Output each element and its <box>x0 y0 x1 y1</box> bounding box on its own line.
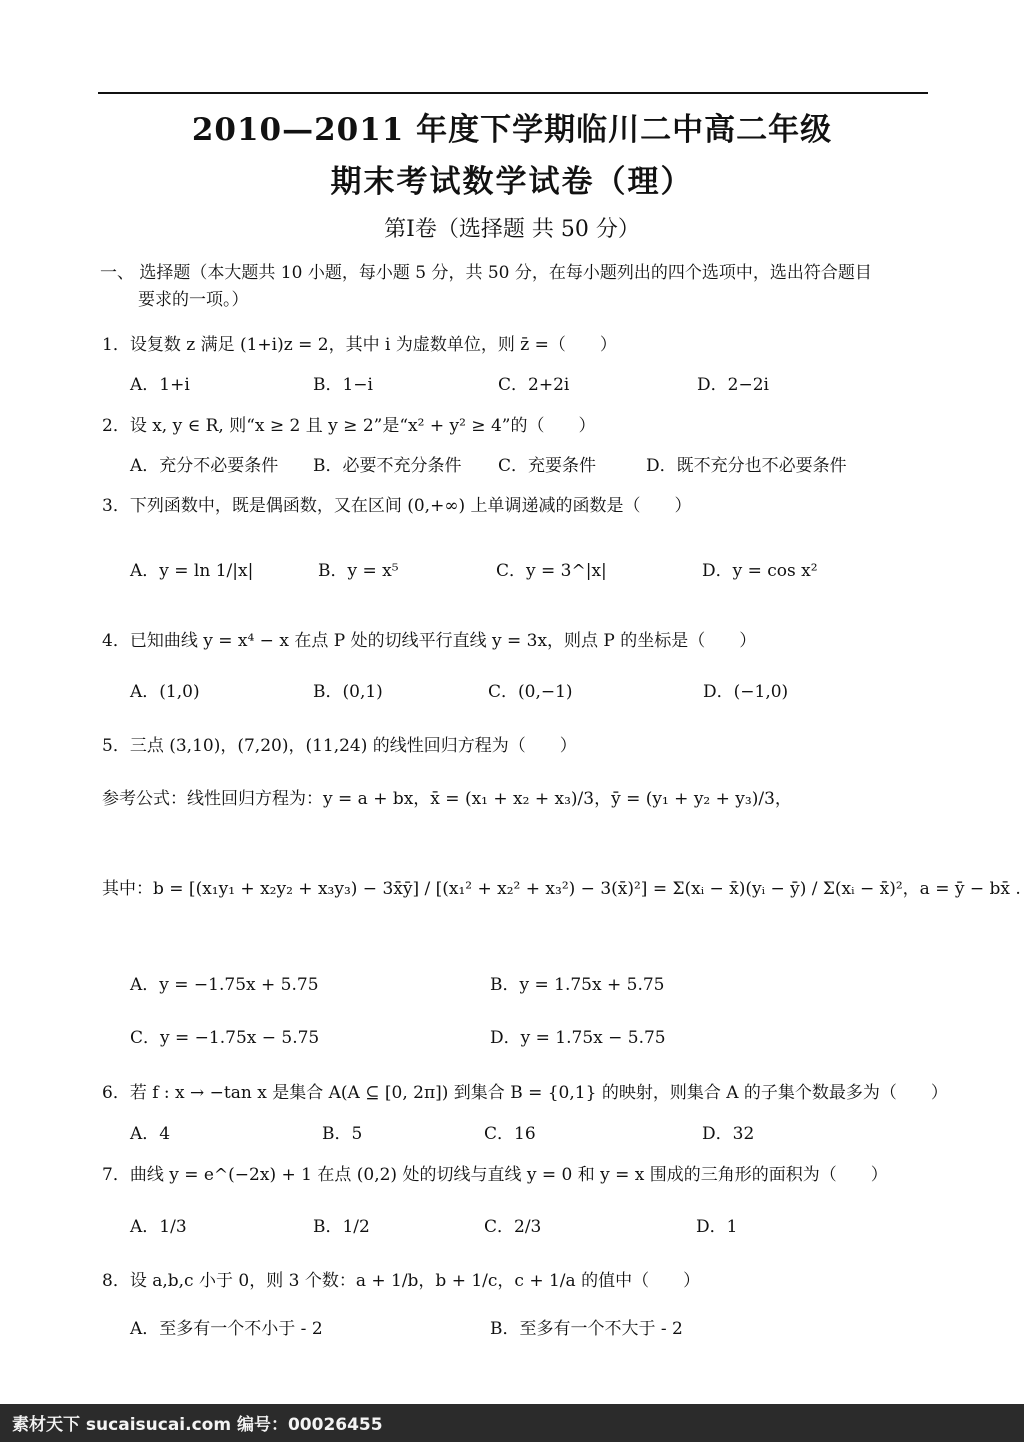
option-a: A．4 <box>130 1124 171 1144</box>
page-title: 2010—2011 年度下学期临川二中高二年级 <box>191 112 833 148</box>
option-c: C．16 <box>484 1124 536 1144</box>
option-a: A．y = ln 1/|x| <box>130 561 254 581</box>
question-stem: 3．下列函数中，既是偶函数，又在区间 (0,+∞) 上单调递减的函数是（ ） <box>102 496 692 516</box>
instructions-line1: 一、 选择题（本大题共 10 小题，每小题 5 分，共 50 分，在每小题列出的四个选项中，选出符合题目 <box>100 263 872 283</box>
section-heading: 第Ⅰ卷（选择题 共 50 分） <box>384 217 640 242</box>
question-stem: 1．设复数 z 满足 (1+i)z = 2，其中 i 为虚数单位，则 z̄ =（ ） <box>102 335 617 355</box>
option-c: C．y = −1.75x − 5.75 <box>130 1028 320 1048</box>
instructions-line2: 要求的一项。） <box>138 290 249 310</box>
question-stem: 7．曲线 y = e^(−2x) + 1 在点 (0,2) 处的切线与直线 y = 0 和 y = x 围成的三角形的面积为（ ） <box>102 1165 888 1185</box>
question-stem: 5．三点 (3,10)，(7,20)，(11,24) 的线性回归方程为（ ） <box>102 736 577 756</box>
option-d: D．(−1,0) <box>703 682 789 702</box>
option-a: A．充分不必要条件 <box>130 456 279 476</box>
option-c: C．充要条件 <box>498 456 597 476</box>
top-rule <box>98 92 928 94</box>
reference-formula: 参考公式：线性回归方程为：y = a + bx，x̄ = (x₁ + x₂ + x₃)/3，ȳ = (y₁ + y₂ + y₃)/3， <box>102 789 792 809</box>
option-b: B．1−i <box>313 375 373 395</box>
option-a: A．y = −1.75x + 5.75 <box>130 975 319 995</box>
option-a: A．至多有一个不小于 - 2 <box>130 1319 323 1339</box>
option-b: B．至多有一个不大于 - 2 <box>490 1319 683 1339</box>
option-c: C．y = 3^|x| <box>496 561 607 581</box>
option-b: B．1/2 <box>313 1217 370 1237</box>
option-d: D．32 <box>702 1124 755 1144</box>
option-d: D．1 <box>696 1217 738 1237</box>
option-c: C．(0,−1) <box>488 682 573 702</box>
regression-formula: 其中：b = [(x₁y₁ + x₂y₂ + x₃y₃) − 3x̄ȳ] / [(x₁² + x₂² + x₃²) − 3(x̄)²] = Σ(xᵢ − x̄)(yᵢ − ȳ) / Σ(xᵢ − x̄)²，a = ȳ − bx̄ . <box>102 879 1021 899</box>
option-c: C．2+2i <box>498 375 570 395</box>
option-d: D．2−2i <box>697 375 769 395</box>
option-b: B．y = 1.75x + 5.75 <box>490 975 665 995</box>
question-stem: 4．已知曲线 y = x⁴ − x 在点 P 处的切线平行直线 y = 3x，则点 P 的坐标是（ ） <box>102 631 757 651</box>
option-c: C．2/3 <box>484 1217 542 1237</box>
option-b: B．(0,1) <box>313 682 383 702</box>
option-b: B．y = x⁵ <box>318 561 399 581</box>
option-a: A．(1,0) <box>130 682 200 702</box>
page-subtitle: 期末考试数学试卷（理） <box>330 164 694 200</box>
option-a: A．1+i <box>130 375 190 395</box>
option-d: D．y = 1.75x − 5.75 <box>490 1028 666 1048</box>
option-b: B．必要不充分条件 <box>313 456 462 476</box>
question-stem: 6．若 f : x → −tan x 是集合 A(A ⊆ [0, 2π]) 到集合 B = {0,1} 的映射，则集合 A 的子集个数最多为（ ） <box>102 1083 948 1103</box>
option-d: D．既不充分也不必要条件 <box>646 456 847 476</box>
option-a: A．1/3 <box>130 1217 187 1237</box>
watermark-text: 素材天下 sucaisucai.com 编号：00026455 <box>12 1415 383 1435</box>
option-d: D．y = cos x² <box>702 561 818 581</box>
question-stem: 2．设 x, y ∈ R, 则“x ≥ 2 且 y ≥ 2”是“x² + y² ≥ 4”的（ ） <box>102 416 596 436</box>
option-b: B．5 <box>322 1124 363 1144</box>
question-stem: 8．设 a,b,c 小于 0，则 3 个数：a + 1/b，b + 1/c，c + 1/a 的值中（ ） <box>102 1271 701 1291</box>
